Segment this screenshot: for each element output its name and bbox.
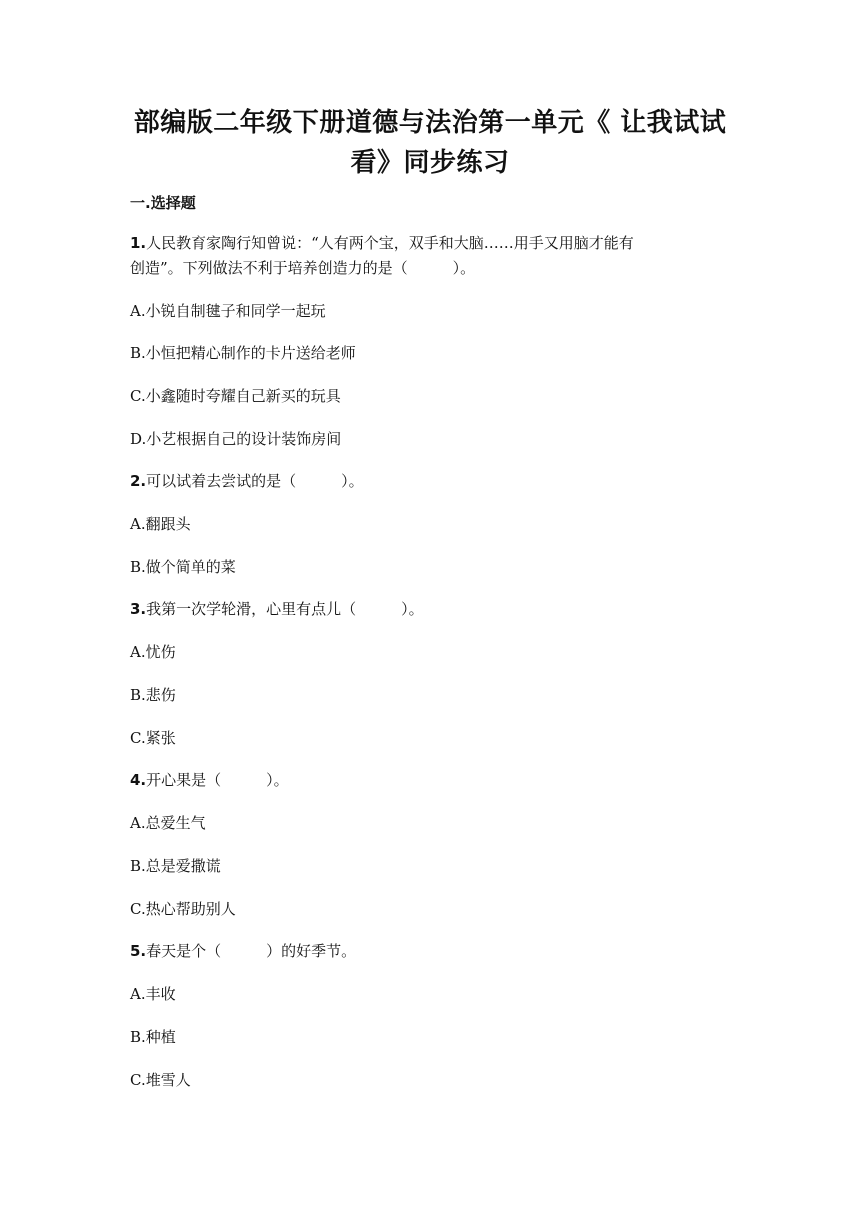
question-3 <box>130 597 740 622</box>
question-number: 5. <box>130 942 147 960</box>
question-2-option-a: A.翻跟头 <box>130 515 191 533</box>
question-number: 2. <box>130 472 147 490</box>
question-text: 人民教育家陶行知曾说：“人有两个宝，双手和大脑……用手又用脑才能有 <box>146 234 634 252</box>
question-1-option-d: D.小艺根据自己的设计装饰房间 <box>130 430 342 448</box>
question-3-option-b: B.悲伤 <box>130 686 176 704</box>
question-3-option-c: C.紧张 <box>130 729 176 747</box>
question-5-option-a: A.丰收 <box>130 985 176 1003</box>
question-2-option-b: B.做个简单的菜 <box>130 558 236 576</box>
question-1-option-c: C.小鑫随时夸耀自己新买的玩具 <box>130 387 341 405</box>
page-title-line-1: 部编版二年级下册道德与法治第一单元《 让我试试 <box>133 108 727 138</box>
question-1-line-1 <box>130 231 740 256</box>
question-text: 可以试着去尝试的是（ ）。 <box>146 472 364 490</box>
section-heading: 一.选择题 <box>130 194 196 212</box>
question-3-option-a: A.忧伤 <box>130 643 176 661</box>
question-text: 我第一次学轮滑，心里有点儿（ ）。 <box>146 600 424 618</box>
question-4-option-a: A.总爱生气 <box>130 814 206 832</box>
question-1-option-b: B.小恒把精心制作的卡片送给老师 <box>130 344 356 362</box>
question-4-option-b: B.总是爱撒谎 <box>130 857 221 875</box>
question-text: 开心果是（ ）。 <box>146 771 289 789</box>
question-number: 1. <box>130 234 147 252</box>
question-1-line-2: 创造”。下列做法不利于培养创造力的是（ ）。 <box>130 259 476 277</box>
question-text: 春天是个（ ）的好季节。 <box>146 942 357 960</box>
question-5 <box>130 939 740 964</box>
question-1-option-a: A.小锐自制毽子和同学一起玩 <box>130 302 326 320</box>
page-title-line-2: 看》同步练习 <box>350 148 510 178</box>
question-2 <box>130 469 740 494</box>
question-5-option-c: C.堆雪人 <box>130 1071 191 1089</box>
question-number: 4. <box>130 771 147 789</box>
page-title <box>120 103 740 183</box>
question-1 <box>130 231 740 281</box>
question-4 <box>130 768 740 793</box>
question-4-option-c: C.热心帮助别人 <box>130 900 236 918</box>
question-number: 3. <box>130 600 147 618</box>
question-5-option-b: B.种植 <box>130 1028 176 1046</box>
